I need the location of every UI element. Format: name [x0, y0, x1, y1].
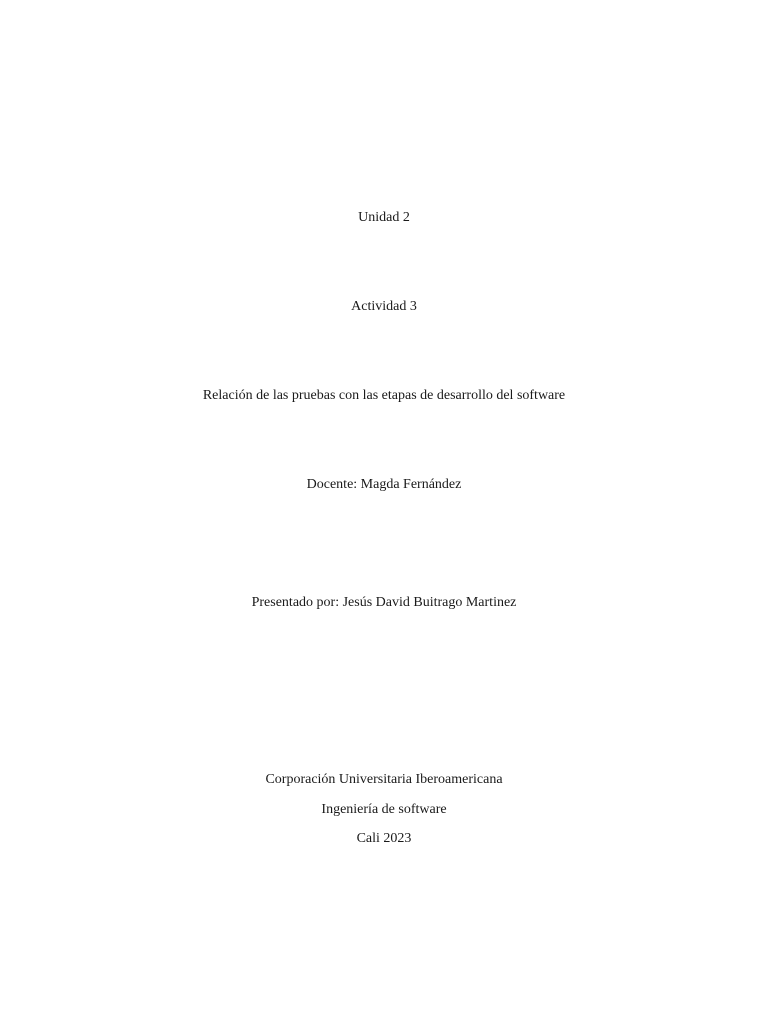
presenter-name: Presentado por: Jesús David Buitrago Martinez	[251, 595, 517, 610]
activity-heading: Actividad 3	[351, 299, 417, 314]
program-name: Ingeniería de software	[321, 802, 447, 817]
document-title: Relación de las pruebas con las etapas de desarrollo del software	[202, 388, 566, 403]
unit-heading: Unidad 2	[358, 210, 410, 225]
institution-name: Corporación Universitaria Iberoamericana	[265, 772, 503, 787]
city-year: Cali 2023	[356, 831, 412, 846]
teacher-name: Docente: Magda Fernández	[306, 477, 462, 492]
